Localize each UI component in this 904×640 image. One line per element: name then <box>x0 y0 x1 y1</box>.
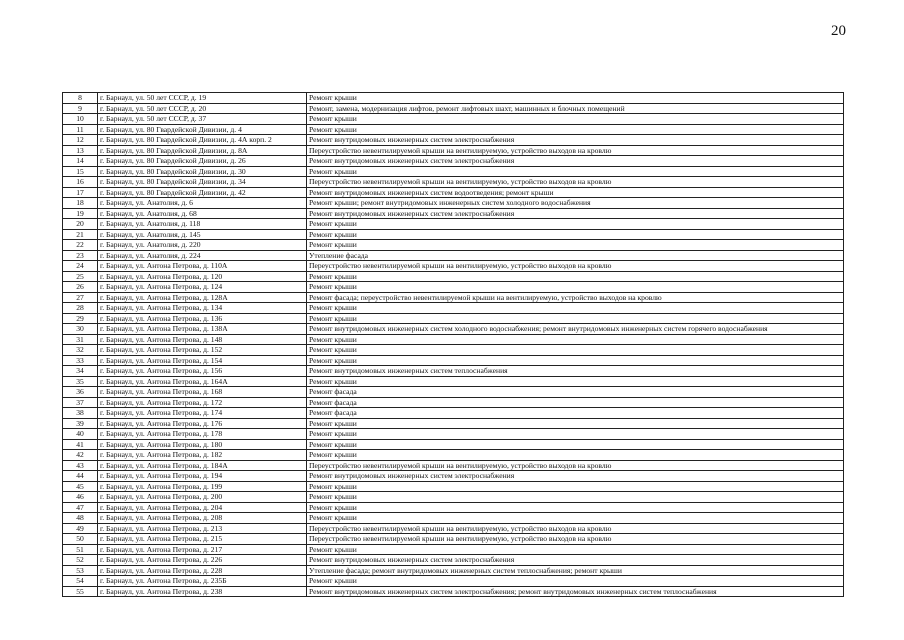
address-cell: г. Барнаул, ул. Антона Петрова, д. 215 <box>98 534 307 545</box>
table-row <box>63 492 844 503</box>
works-cell: Ремонт крыши <box>307 576 844 587</box>
works-cell: Ремонт внутридомовых инженерных систем электроснабжения <box>307 555 844 566</box>
works-cell: Ремонт крыши <box>307 334 844 345</box>
works-cell: Ремонт крыши <box>307 124 844 135</box>
address-cell: г. Барнаул, ул. 50 лет СССР, д. 37 <box>98 114 307 125</box>
works-cell: Ремонт крыши <box>307 303 844 314</box>
row-number-cell: 41 <box>63 439 98 450</box>
works-cell: Переустройство невентилируемой крыши на вентилируемую, устройство выходов на кровлю <box>307 460 844 471</box>
table-row <box>63 145 844 156</box>
table-row <box>63 156 844 167</box>
address-cell: г. Барнаул, ул. Антона Петрова, д. 156 <box>98 366 307 377</box>
works-cell: Ремонт крыши <box>307 313 844 324</box>
table-row <box>63 586 844 597</box>
works-cell: Ремонт крыши <box>307 114 844 125</box>
works-cell: Ремонт фасада; переустройство невентилируемой крыши на вентилируемую, устройство выходов на кровлю <box>307 292 844 303</box>
row-number-cell: 51 <box>63 544 98 555</box>
row-number-cell: 32 <box>63 345 98 356</box>
address-cell: г. Барнаул, ул. 50 лет СССР, д. 19 <box>98 93 307 104</box>
table-row <box>63 261 844 272</box>
address-cell: г. Барнаул, ул. Антона Петрова, д. 238 <box>98 586 307 597</box>
address-cell: г. Барнаул, ул. Антона Петрова, д. 148 <box>98 334 307 345</box>
table-row <box>63 334 844 345</box>
address-cell: г. Барнаул, ул. Анатолия, д. 118 <box>98 219 307 230</box>
row-number-cell: 47 <box>63 502 98 513</box>
table-row <box>63 450 844 461</box>
table-row <box>63 355 844 366</box>
works-cell: Ремонт внутридомовых инженерных систем электроснабжения <box>307 471 844 482</box>
address-cell: г. Барнаул, ул. Антона Петрова, д. 182 <box>98 450 307 461</box>
works-cell: Ремонт крыши <box>307 271 844 282</box>
table-row <box>63 219 844 230</box>
table-row <box>63 345 844 356</box>
row-number-cell: 54 <box>63 576 98 587</box>
address-cell: г. Барнаул, ул. Антона Петрова, д. 226 <box>98 555 307 566</box>
address-cell: г. Барнаул, ул. Анатолия, д. 145 <box>98 229 307 240</box>
row-number-cell: 29 <box>63 313 98 324</box>
works-cell: Переустройство невентилируемой крыши на вентилируемую, устройство выходов на кровлю <box>307 523 844 534</box>
address-cell: г. Барнаул, ул. Антона Петрова, д. 168 <box>98 387 307 398</box>
table-row <box>63 397 844 408</box>
table-row <box>63 555 844 566</box>
row-number-cell: 19 <box>63 208 98 219</box>
works-cell: Ремонт внутридомовых инженерных систем электроснабжения <box>307 135 844 146</box>
works-cell: Ремонт крыши <box>307 229 844 240</box>
address-cell: г. Барнаул, ул. Антона Петрова, д. 235Б <box>98 576 307 587</box>
row-number-cell: 17 <box>63 187 98 198</box>
row-number-cell: 45 <box>63 481 98 492</box>
works-cell: Ремонт крыши <box>307 345 844 356</box>
address-cell: г. Барнаул, ул. Антона Петрова, д. 134 <box>98 303 307 314</box>
works-cell: Ремонт фасада <box>307 397 844 408</box>
works-cell: Ремонт фасада <box>307 408 844 419</box>
row-number-cell: 25 <box>63 271 98 282</box>
table-row <box>63 229 844 240</box>
table-row <box>63 187 844 198</box>
table-row <box>63 135 844 146</box>
address-cell: г. Барнаул, ул. Антона Петрова, д. 128А <box>98 292 307 303</box>
works-cell: Ремонт крыши <box>307 355 844 366</box>
works-cell: Ремонт крыши <box>307 93 844 104</box>
row-number-cell: 8 <box>63 93 98 104</box>
row-number-cell: 26 <box>63 282 98 293</box>
address-cell: г. Барнаул, ул. Анатолия, д. 224 <box>98 250 307 261</box>
works-cell: Ремонт крыши <box>307 439 844 450</box>
row-number-cell: 20 <box>63 219 98 230</box>
row-number-cell: 39 <box>63 418 98 429</box>
address-cell: г. Барнаул, ул. Антона Петрова, д. 136 <box>98 313 307 324</box>
address-cell: г. Барнаул, ул. 50 лет СССР, д. 20 <box>98 103 307 114</box>
works-cell: Ремонт крыши <box>307 282 844 293</box>
address-cell: г. Барнаул, ул. Антона Петрова, д. 176 <box>98 418 307 429</box>
works-cell: Переустройство невентилируемой крыши на вентилируемую, устройство выходов на кровлю <box>307 534 844 545</box>
address-cell: г. Барнаул, ул. 80 Гвардейской Дивизии, д. 4А корп. 2 <box>98 135 307 146</box>
address-cell: г. Барнаул, ул. 80 Гвардейской Дивизии, д. 8А <box>98 145 307 156</box>
table-row <box>63 502 844 513</box>
row-number-cell: 23 <box>63 250 98 261</box>
works-cell: Ремонт крыши <box>307 544 844 555</box>
table-row <box>63 366 844 377</box>
table-row <box>63 565 844 576</box>
table-row <box>63 439 844 450</box>
table-row <box>63 303 844 314</box>
table-row <box>63 534 844 545</box>
works-cell: Ремонт крыши <box>307 492 844 503</box>
table-row <box>63 408 844 419</box>
row-number-cell: 16 <box>63 177 98 188</box>
table-row <box>63 198 844 209</box>
table-row <box>63 376 844 387</box>
address-cell: г. Барнаул, ул. Антона Петрова, д. 200 <box>98 492 307 503</box>
works-cell: Утепление фасада; ремонт внутридомовых инженерных систем теплоснабжения; ремонт крыши <box>307 565 844 576</box>
works-cell: Утепление фасада <box>307 250 844 261</box>
address-cell: г. Барнаул, ул. Антона Петрова, д. 110А <box>98 261 307 272</box>
works-cell: Ремонт крыши <box>307 481 844 492</box>
row-number-cell: 22 <box>63 240 98 251</box>
row-number-cell: 55 <box>63 586 98 597</box>
works-cell: Ремонт крыши <box>307 450 844 461</box>
table-row <box>63 292 844 303</box>
address-cell: г. Барнаул, ул. 80 Гвардейской Дивизии, д. 4 <box>98 124 307 135</box>
row-number-cell: 42 <box>63 450 98 461</box>
row-number-cell: 11 <box>63 124 98 135</box>
row-number-cell: 30 <box>63 324 98 335</box>
row-number-cell: 9 <box>63 103 98 114</box>
address-cell: г. Барнаул, ул. Антона Петрова, д. 180 <box>98 439 307 450</box>
row-number-cell: 21 <box>63 229 98 240</box>
table-row <box>63 481 844 492</box>
works-cell: Переустройство невентилируемой крыши на вентилируемую, устройство выходов на кровлю <box>307 261 844 272</box>
table-row <box>63 471 844 482</box>
table-row <box>63 429 844 440</box>
address-cell: г. Барнаул, ул. Антона Петрова, д. 138А <box>98 324 307 335</box>
address-cell: г. Барнаул, ул. Антона Петрова, д. 154 <box>98 355 307 366</box>
table-row <box>63 460 844 471</box>
address-cell: г. Барнаул, ул. Антона Петрова, д. 164А <box>98 376 307 387</box>
works-cell: Ремонт крыши <box>307 166 844 177</box>
row-number-cell: 43 <box>63 460 98 471</box>
table-row <box>63 103 844 114</box>
row-number-cell: 33 <box>63 355 98 366</box>
table-row <box>63 124 844 135</box>
address-cell: г. Барнаул, ул. Антона Петрова, д. 172 <box>98 397 307 408</box>
row-number-cell: 13 <box>63 145 98 156</box>
address-cell: г. Барнаул, ул. Антона Петрова, д. 204 <box>98 502 307 513</box>
works-cell: Ремонт, замена, модернизация лифтов, ремонт лифтовых шахт, машинных и блочных помещений <box>307 103 844 114</box>
address-cell: г. Барнаул, ул. Антона Петрова, д. 217 <box>98 544 307 555</box>
works-cell: Ремонт крыши <box>307 513 844 524</box>
address-cell: г. Барнаул, ул. Антона Петрова, д. 199 <box>98 481 307 492</box>
works-cell: Ремонт крыши <box>307 429 844 440</box>
table-row <box>63 576 844 587</box>
works-cell: Переустройство невентилируемой крыши на вентилируемую, устройство выходов на кровлю <box>307 145 844 156</box>
address-cell: г. Барнаул, ул. Антона Петрова, д. 174 <box>98 408 307 419</box>
row-number-cell: 31 <box>63 334 98 345</box>
address-cell: г. Барнаул, ул. Антона Петрова, д. 152 <box>98 345 307 356</box>
table-row <box>63 513 844 524</box>
row-number-cell: 35 <box>63 376 98 387</box>
table-row <box>63 114 844 125</box>
row-number-cell: 52 <box>63 555 98 566</box>
table-row <box>63 544 844 555</box>
row-number-cell: 14 <box>63 156 98 167</box>
row-number-cell: 44 <box>63 471 98 482</box>
row-number-cell: 53 <box>63 565 98 576</box>
works-cell: Ремонт внутридомовых инженерных систем холодного водоснабжения; ремонт внутридомовых инженерных систем горячего водоснабжения <box>307 324 844 335</box>
row-number-cell: 12 <box>63 135 98 146</box>
row-number-cell: 49 <box>63 523 98 534</box>
table-row <box>63 240 844 251</box>
works-cell: Ремонт внутридомовых инженерных систем электроснабжения <box>307 156 844 167</box>
table-row <box>63 208 844 219</box>
table-row <box>63 523 844 534</box>
row-number-cell: 34 <box>63 366 98 377</box>
address-cell: г. Барнаул, ул. 80 Гвардейской Дивизии, д. 42 <box>98 187 307 198</box>
works-cell: Ремонт внутридомовых инженерных систем электроснабжения; ремонт внутридомовых инженерных систем теплоснабжения <box>307 586 844 597</box>
address-cell: г. Барнаул, ул. 80 Гвардейской Дивизии, д. 34 <box>98 177 307 188</box>
address-cell: г. Барнаул, ул. Антона Петрова, д. 213 <box>98 523 307 534</box>
address-cell: г. Барнаул, ул. Антона Петрова, д. 184А <box>98 460 307 471</box>
row-number-cell: 37 <box>63 397 98 408</box>
works-table-body <box>63 93 844 597</box>
table-row <box>63 166 844 177</box>
row-number-cell: 38 <box>63 408 98 419</box>
works-cell: Ремонт крыши <box>307 376 844 387</box>
row-number-cell: 28 <box>63 303 98 314</box>
works-cell: Ремонт крыши <box>307 502 844 513</box>
page-number: 20 <box>831 23 846 39</box>
works-cell: Ремонт внутридомовых инженерных систем теплоснабжения <box>307 366 844 377</box>
address-cell: г. Барнаул, ул. Антона Петрова, д. 228 <box>98 565 307 576</box>
address-cell: г. Барнаул, ул. Антона Петрова, д. 120 <box>98 271 307 282</box>
row-number-cell: 15 <box>63 166 98 177</box>
table-row <box>63 313 844 324</box>
address-cell: г. Барнаул, ул. 80 Гвардейской Дивизии, д. 26 <box>98 156 307 167</box>
works-table <box>62 92 844 597</box>
row-number-cell: 50 <box>63 534 98 545</box>
works-cell: Ремонт крыши; ремонт внутридомовых инженерных систем холодного водоснабжения <box>307 198 844 209</box>
table-row <box>63 250 844 261</box>
works-cell: Ремонт крыши <box>307 418 844 429</box>
row-number-cell: 10 <box>63 114 98 125</box>
row-number-cell: 40 <box>63 429 98 440</box>
address-cell: г. Барнаул, ул. Анатолия, д. 220 <box>98 240 307 251</box>
address-cell: г. Барнаул, ул. Антона Петрова, д. 194 <box>98 471 307 482</box>
table-row <box>63 418 844 429</box>
row-number-cell: 36 <box>63 387 98 398</box>
works-cell: Ремонт фасада <box>307 387 844 398</box>
address-cell: г. Барнаул, ул. Анатолия, д. 68 <box>98 208 307 219</box>
address-cell: г. Барнаул, ул. Анатолия, д. 6 <box>98 198 307 209</box>
row-number-cell: 24 <box>63 261 98 272</box>
row-number-cell: 27 <box>63 292 98 303</box>
address-cell: г. Барнаул, ул. 80 Гвардейской Дивизии, д. 30 <box>98 166 307 177</box>
table-row <box>63 93 844 104</box>
table-row <box>63 387 844 398</box>
table-row <box>63 324 844 335</box>
works-cell: Ремонт крыши <box>307 219 844 230</box>
address-cell: г. Барнаул, ул. Антона Петрова, д. 208 <box>98 513 307 524</box>
row-number-cell: 46 <box>63 492 98 503</box>
address-cell: г. Барнаул, ул. Антона Петрова, д. 178 <box>98 429 307 440</box>
address-cell: г. Барнаул, ул. Антона Петрова, д. 124 <box>98 282 307 293</box>
table-row <box>63 282 844 293</box>
works-cell: Переустройство невентилируемой крыши на вентилируемую, устройство выходов на кровлю <box>307 177 844 188</box>
works-cell: Ремонт внутридомовых инженерных систем водоотведения; ремонт крыши <box>307 187 844 198</box>
table-row <box>63 177 844 188</box>
works-cell: Ремонт крыши <box>307 240 844 251</box>
table-row <box>63 271 844 282</box>
row-number-cell: 48 <box>63 513 98 524</box>
works-cell: Ремонт внутридомовых инженерных систем электроснабжения <box>307 208 844 219</box>
row-number-cell: 18 <box>63 198 98 209</box>
